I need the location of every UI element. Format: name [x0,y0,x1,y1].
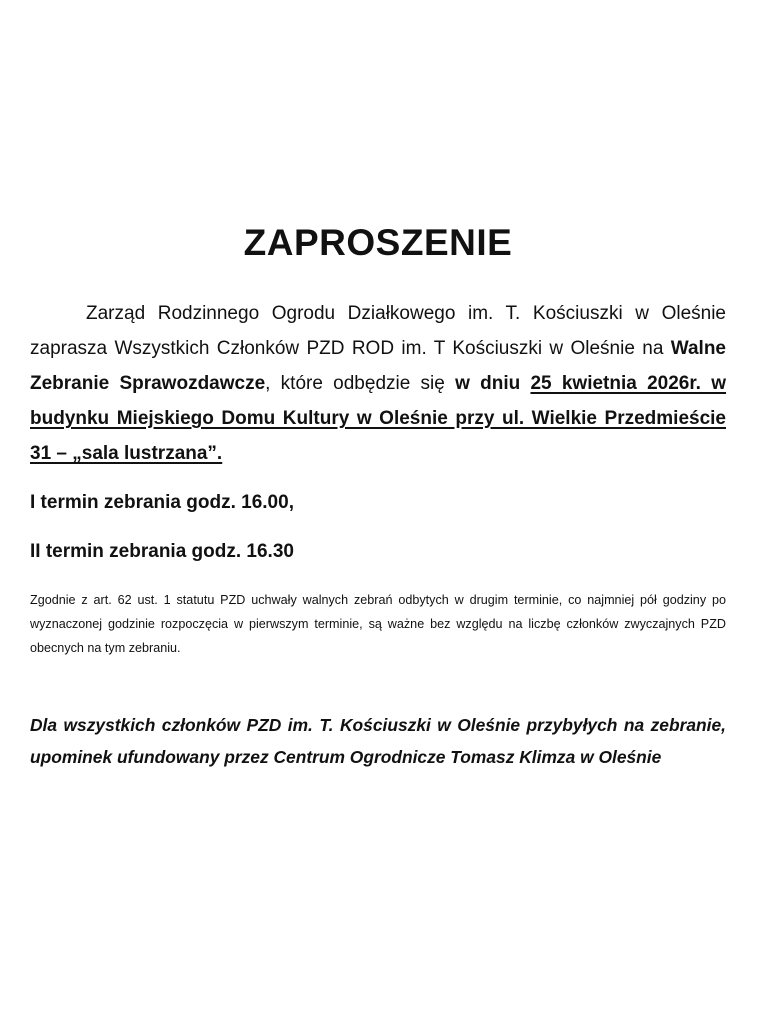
first-term: I termin zebrania godz. 16.00, [30,492,294,513]
invitation-document [30,0,726,1024]
date-prefix: w dniu [455,373,531,394]
gift-notice: Dla wszystkich członków PZD im. T. Kościuszki w Oleśnie przybyłych na zebranie, upominek ufundowany przez Centrum Ogrodnicze Tomasz Klimza w Oleśnie [30,715,726,767]
invitation-paragraph [30,296,726,471]
second-term: II termin zebrania godz. 16.30 [30,541,294,562]
intro-text-start: Zarząd Rodzinnego Ogrodu Działkowego im. T. Kościuszki w Oleśnie zaprasza Wszystkich Członków PZD ROD im. T Kościuszki w Oleśnie na [30,303,726,359]
document-title: ZAPROSZENIE [243,222,513,263]
statute-notice: Zgodnie z art. 62 ust. 1 statutu PZD uchwały walnych zebrań odbytych w drugim terminie, co najmniej pół godziny po wyznaczonej godzinie rozpoczęcia w pierwszym terminie, są ważne bez względu na liczbę członków zwyczajnych PZD obecnych na tym zebraniu. [30,593,726,655]
meeting-date-location: 25 kwietnia 2026r. w budynku Miejskiego Domu Kultury w Oleśnie przy ul. Wielkie Przedmieście 31 – „sala lustrzana”. [30,373,726,464]
intro-text-middle: , które odbędzie się [265,373,456,394]
meeting-name: Walne Zebranie Sprawozdawcze [30,338,726,394]
